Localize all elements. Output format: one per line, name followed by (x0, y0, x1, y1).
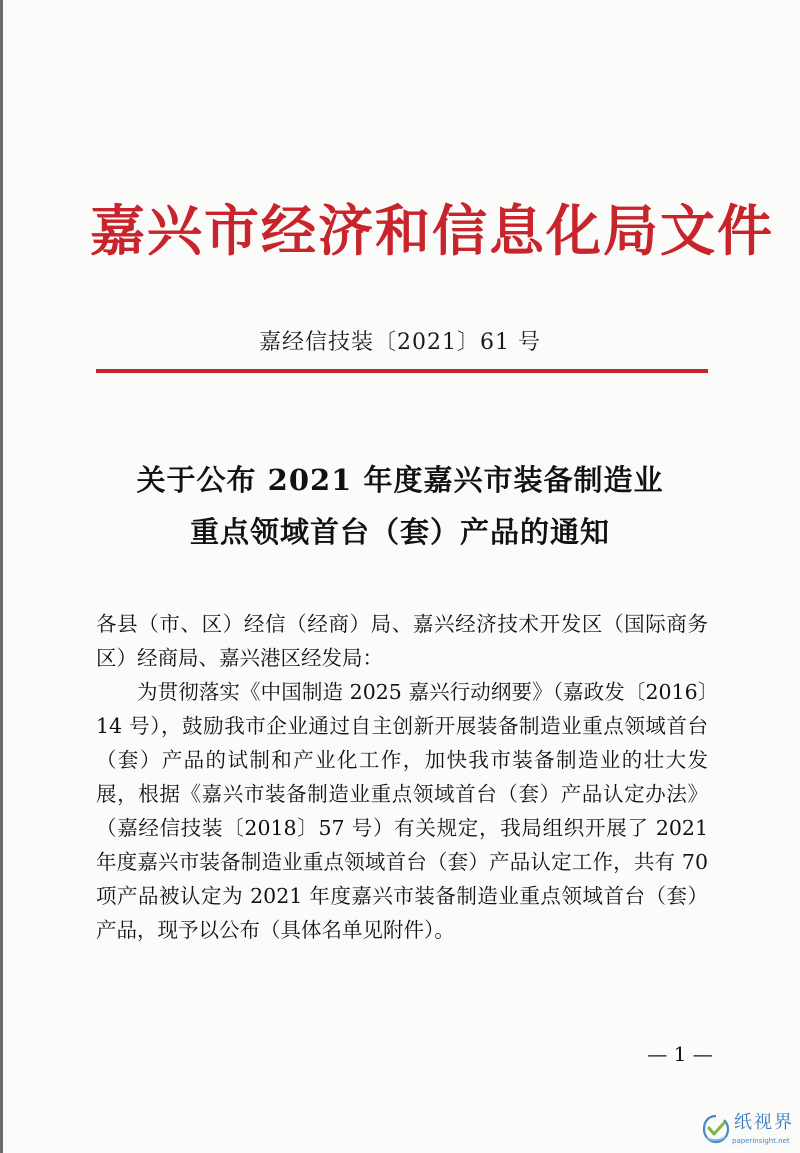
addressee (96, 607, 708, 675)
notice-title-line-1: 关于公布 2021 年度嘉兴市装备制造业 (136, 463, 664, 497)
watermark-url: paperinsight.net (732, 1137, 790, 1145)
paperinsight-logo-icon (702, 1114, 730, 1144)
body-paragraph (96, 675, 708, 947)
scan-edge (0, 0, 3, 1153)
issuer-header: 嘉兴市经济和信息化局文件 (90, 198, 775, 263)
watermark-name: 纸视界 (734, 1112, 794, 1133)
paragraph-1-text: 为贯彻落实《中国制造 2025 嘉兴行动纲要》（嘉政发〔2016〕14 号），鼓励我市企业通过自主创新开展装备制造业重点领域首台（套）产品的试制和产业化工作，加快我市装备制造业的壮大发展，根据《嘉兴市装备制造业重点领域首台（套）产品认定办法》（嘉经信技装〔2018〕57 号）有关规定，我局组织开展了 2021 年度嘉兴市装备制造业重点领域首台（套）产品认定工作，共有 70 项产品被认定为 2021 年度嘉兴市装备制造业重点领域首台（套）产品，现予以公布（具体名单见附件）。 (96, 680, 708, 942)
document-number: 嘉经信技装〔2021〕61 号 (259, 330, 541, 355)
red-divider (96, 369, 708, 373)
addressee-text: 各县（市、区）经信（经商）局、嘉兴经济技术开发区（国际商务区）经商局、嘉兴港区经发局： (96, 612, 708, 670)
watermark (702, 1108, 798, 1152)
notice-title-line-2: 重点领域首台（套）产品的通知 (189, 515, 610, 549)
page-number: — 1 — (647, 1042, 713, 1066)
